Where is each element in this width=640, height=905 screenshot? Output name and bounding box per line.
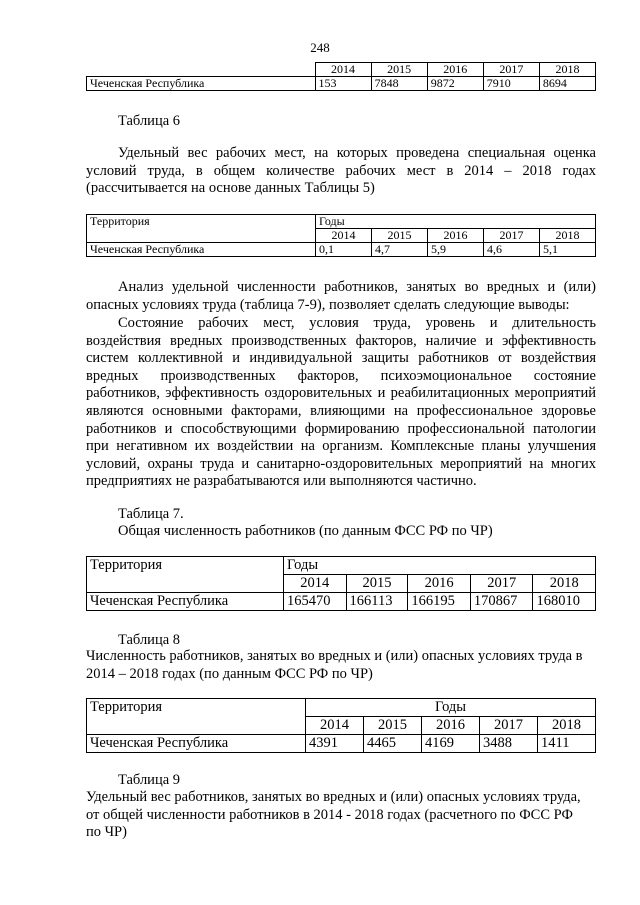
header-years: Годы (284, 557, 596, 575)
header-territory: Территория (87, 557, 284, 593)
year-cell: 2015 (371, 63, 427, 77)
paragraph-2: Состояние рабочих мест, условия труда, уровень и длительность воздействия вредных производственных факторов, наличие и эффективность систем коллективной и индивидуальной защиты работников от воздействия вредных производственных факторов, психоэмоциональное состояние работников, эффективность оздоровительных и реабилитационных мероприятий являются основными факторами, влияющими на профессиональное здоровье работников и способствующими формированию профессиональной патологии при негативном их воздействии на организм. Комплексные планы улучшения условий, охраны труда и санитарно-оздоровительных мероприятий на многих предприятиях не разрабатываются или выполняются частично. (86, 315, 596, 490)
year-cell: 2016 (422, 717, 480, 735)
year-cell: 2016 (428, 229, 484, 243)
value-cell: 7910 (483, 77, 539, 91)
paragraph-1: Анализ удельной численности работников, занятых во вредных и (или) опасных условиях труда (таблица 7-9), позволяет сделать следующие выводы: (86, 279, 596, 313)
value-cell: 4465 (364, 735, 422, 753)
table9-label: Таблица 9 (118, 772, 181, 788)
table8 (86, 698, 596, 753)
value-cell: 170867 (470, 593, 533, 611)
year-cell: 2018 (533, 575, 596, 593)
value-cell: 0,1 (316, 243, 372, 257)
header-territory: Территория (87, 699, 306, 735)
region-cell: Чеченская Республика (87, 243, 316, 257)
value-cell: 7848 (371, 77, 427, 91)
value-cell: 4169 (422, 735, 480, 753)
year-cell: 2014 (315, 63, 371, 77)
table9-title: Удельный вес работников, занятых во вредных и (или) опасных условиях труда, от общей численности работников в 2014 - 2018 годах (расчетного по ФСС РФ по ЧР) (86, 789, 581, 841)
table6 (86, 214, 596, 257)
year-cell: 2016 (408, 575, 471, 593)
value-cell: 166195 (408, 593, 471, 611)
value-cell: 4391 (306, 735, 364, 753)
year-cell: 2014 (306, 717, 364, 735)
table-row (87, 735, 596, 753)
header-years: Годы (316, 215, 596, 229)
year-cell: 2017 (484, 229, 540, 243)
header-years: Годы (306, 699, 596, 717)
year-cell: 2015 (346, 575, 408, 593)
table-header-row (87, 215, 596, 229)
value-cell: 3488 (480, 735, 538, 753)
value-cell: 9872 (427, 77, 483, 91)
year-cell: 2018 (539, 63, 595, 77)
table6-title: Удельный вес рабочих мест, на которых проведена специальная оценка условий труда, в общем количестве рабочих мест в 2014 – 2018 годах (рассчитывается на основе данных Таблицы 5) (86, 145, 596, 197)
region-cell: Чеченская Республика (87, 77, 316, 91)
table-row (87, 593, 596, 611)
table-header-row (87, 699, 596, 717)
value-cell: 8694 (539, 77, 595, 91)
table-row (87, 243, 596, 257)
table-row (87, 77, 596, 91)
table-header-row (87, 557, 596, 575)
table6-label: Таблица 6 (118, 113, 181, 129)
table8-label: Таблица 8 (118, 632, 181, 648)
year-cell: 2018 (538, 717, 596, 735)
region-cell: Чеченская Республика (87, 593, 284, 611)
year-cell: 2015 (372, 229, 428, 243)
table7 (86, 556, 596, 611)
region-cell: Чеченская Республика (87, 735, 306, 753)
header-territory: Территория (87, 215, 316, 243)
table7-label: Таблица 7. (118, 506, 184, 522)
year-cell: 2017 (470, 575, 533, 593)
year-cell: 2017 (483, 63, 539, 77)
table-top (86, 62, 596, 91)
value-cell: 4,7 (372, 243, 428, 257)
table-header-row (87, 63, 596, 77)
year-cell: 2018 (540, 229, 596, 243)
year-cell: 2017 (480, 717, 538, 735)
table8-title: Численность работников, занятых во вредных и (или) опасных условиях труда в 2014 – 2018 годах (по данным ФСС РФ по ЧР) (86, 648, 583, 682)
value-cell: 168010 (533, 593, 596, 611)
year-cell: 2015 (364, 717, 422, 735)
page-number: 248 (310, 40, 330, 55)
value-cell: 165470 (284, 593, 347, 611)
value-cell: 1411 (538, 735, 596, 753)
value-cell: 4,6 (484, 243, 540, 257)
value-cell: 153 (315, 77, 371, 91)
year-cell: 2014 (316, 229, 372, 243)
value-cell: 5,1 (540, 243, 596, 257)
year-cell: 2016 (427, 63, 483, 77)
table7-title: Общая численность работников (по данным ФСС РФ по ЧР) (118, 523, 493, 539)
value-cell: 166113 (346, 593, 408, 611)
year-cell: 2014 (284, 575, 347, 593)
value-cell: 5,9 (428, 243, 484, 257)
